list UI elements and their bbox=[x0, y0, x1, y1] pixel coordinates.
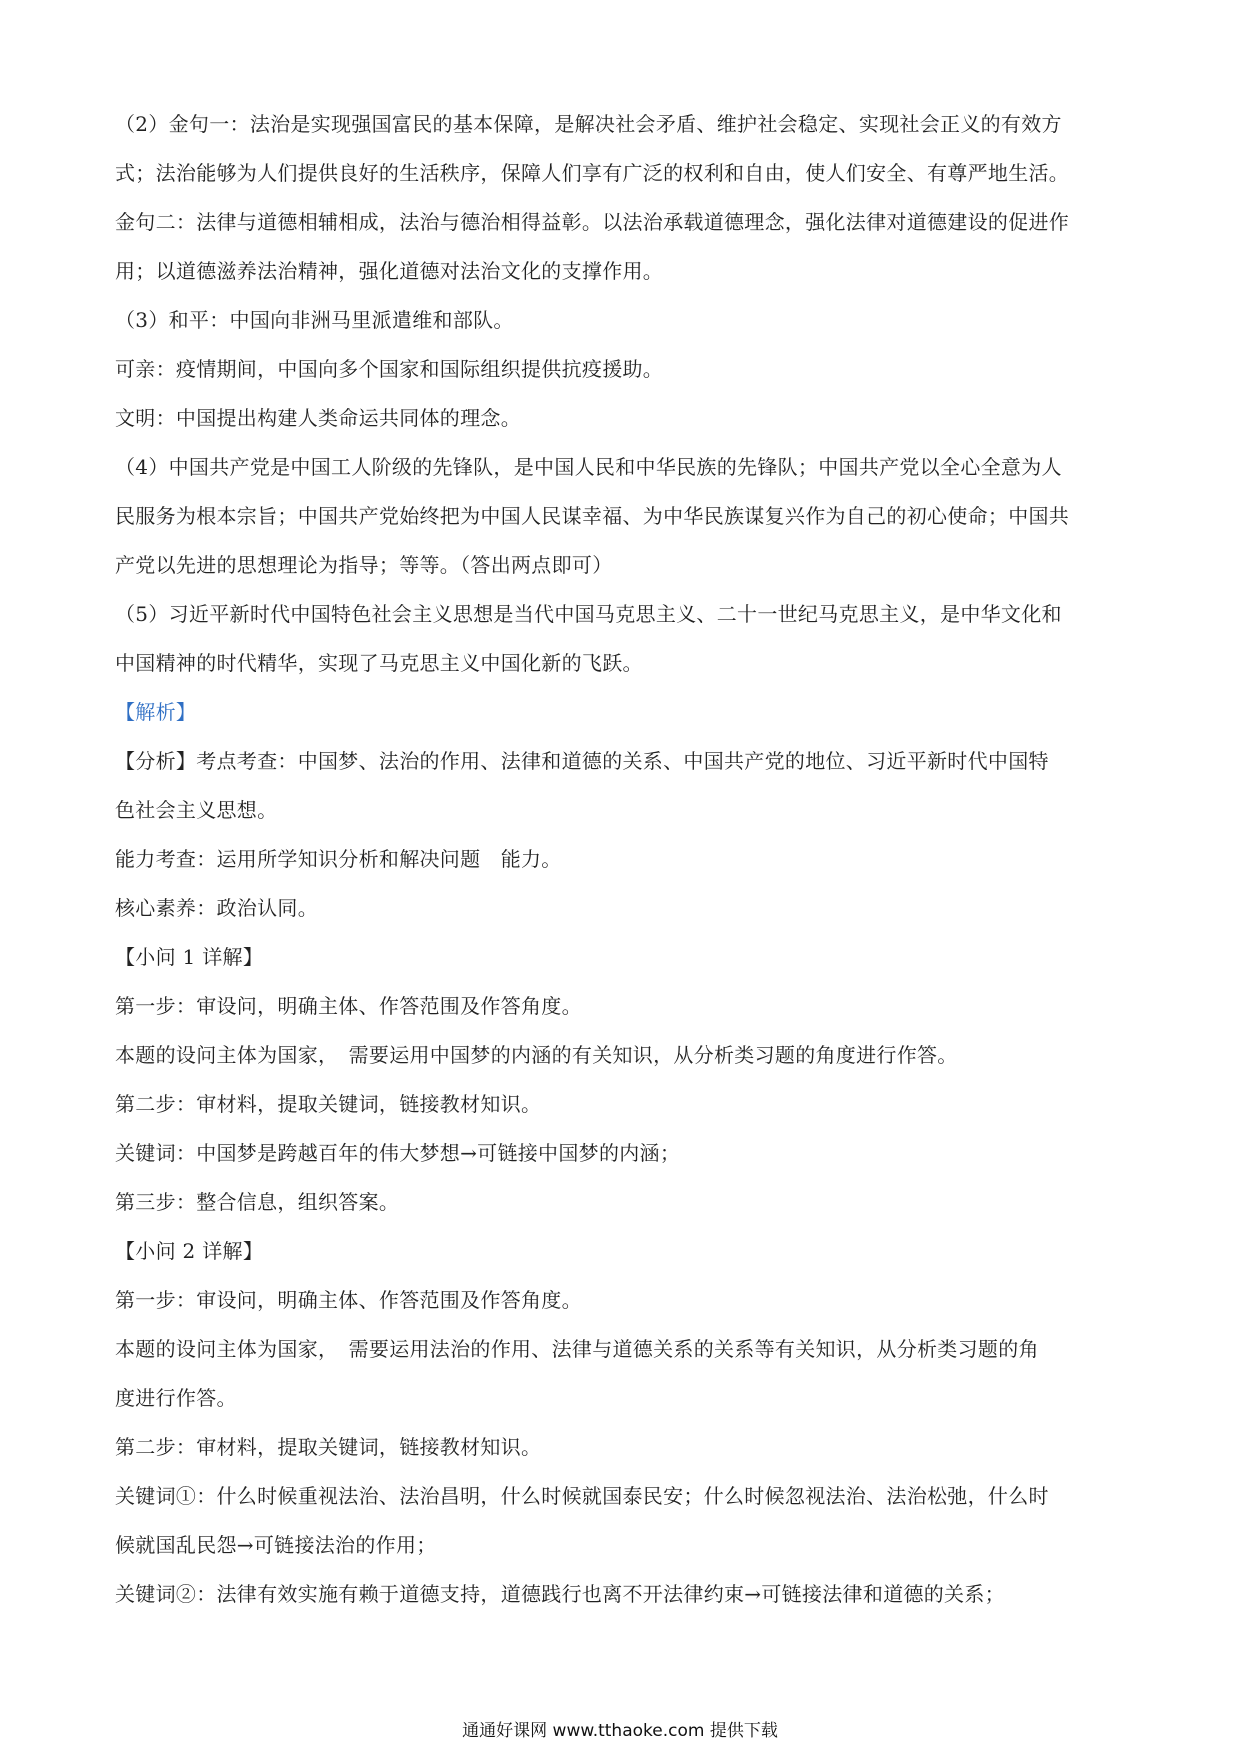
q2-step-1: 第一步：审设问，明确主体、作答范围及作答角度。 bbox=[115, 1288, 582, 1312]
answer-3-line-3: 文明：中国提出构建人类命运共同体的理念。 bbox=[115, 406, 521, 430]
q2-keyword-2: 关键词②：法律有效实施有赖于道德支持，道德践行也离不开法律约束→可链接法律和道德的关系； bbox=[115, 1582, 1005, 1606]
answer-2-line-3: 金句二：法律与道德相辅相成，法治与德治相得益彰。以法治承载道德理念，强化法律对道德建设的促进作 bbox=[115, 210, 1070, 234]
analysis-line-1: 【分析】考点考查：中国梦、法治的作用、法律和道德的关系、中国共产党的地位、习近平新时代中国特 bbox=[115, 749, 1049, 773]
answer-2-line-1: （2）金句一：法治是实现强国富民的基本保障，是解决社会矛盾、维护社会稳定、实现社会正义的有效方 bbox=[115, 112, 1062, 136]
ability-line: 能力考查：运用所学知识分析和解决问题 能力。 bbox=[115, 847, 562, 871]
q1-keyword: 关键词：中国梦是跨越百年的伟大梦想→可链接中国梦的内涵； bbox=[115, 1141, 681, 1165]
answer-4-line-1: （4）中国共产党是中国工人阶级的先锋队，是中国人民和中华民族的先锋队；中国共产党以全心全意为人 bbox=[115, 455, 1062, 479]
q1-step-1: 第一步：审设问，明确主体、作答范围及作答角度。 bbox=[115, 994, 582, 1018]
answer-2-line-4: 用；以道德滋养法治精神，强化道德对法治文化的支撑作用。 bbox=[115, 259, 664, 283]
analysis-line-2: 色社会主义思想。 bbox=[115, 798, 278, 822]
q2-keyword-1-line-1: 关键词①：什么时候重视法治、法治昌明，什么时候就国泰民安；什么时候忽视法治、法治松弛，什么时 bbox=[115, 1484, 1049, 1508]
answer-5-line-1: （5）习近平新时代中国特色社会主义思想是当代中国马克思主义、二十一世纪马克思主义，是中华文化和 bbox=[115, 602, 1062, 626]
q2-detail-heading: 【小问 2 详解】 bbox=[115, 1239, 264, 1263]
q1-step-2: 第二步：审材料，提取关键词，链接教材知识。 bbox=[115, 1092, 542, 1116]
answer-3-line-1: （3）和平：中国向非洲马里派遣维和部队。 bbox=[115, 308, 514, 332]
q2-step-1-detail-1: 本题的设问主体为国家， 需要运用法治的作用、法律与道德关系的关系等有关知识，从分析类习题的角 bbox=[115, 1337, 1039, 1361]
q2-step-2: 第二步：审材料，提取关键词，链接教材知识。 bbox=[115, 1435, 542, 1459]
literacy-line: 核心素养：政治认同。 bbox=[115, 896, 318, 920]
analysis-heading: 【解析】 bbox=[115, 700, 197, 724]
q1-step-1-detail: 本题的设问主体为国家， 需要运用中国梦的内涵的有关知识，从分析类习题的角度进行作答。 bbox=[115, 1043, 958, 1067]
answer-2-line-2: 式；法治能够为人们提供良好的生活秩序，保障人们享有广泛的权利和自由，使人们安全、有尊严地生活。 bbox=[115, 161, 1070, 185]
q1-detail-heading: 【小问 1 详解】 bbox=[115, 945, 264, 969]
answer-4-line-3: 产党以先进的思想理论为指导；等等。（答出两点即可） bbox=[115, 553, 613, 577]
q2-step-1-detail-2: 度进行作答。 bbox=[115, 1386, 237, 1410]
q2-keyword-1-line-2: 候就国乱民怨→可链接法治的作用； bbox=[115, 1533, 437, 1557]
q1-step-3: 第三步：整合信息，组织答案。 bbox=[115, 1190, 400, 1214]
answer-4-line-2: 民服务为根本宗旨；中国共产党始终把为中国人民谋幸福、为中华民族谋复兴作为自己的初心使命；中国共 bbox=[115, 504, 1070, 528]
document-body bbox=[115, 100, 1135, 1619]
answer-3-line-2: 可亲：疫情期间，中国向多个国家和国际组织提供抗疫援助。 bbox=[115, 357, 664, 381]
footer-watermark: 通通好课网 www.tthaoke.com 提供下载 bbox=[462, 1721, 778, 1741]
answer-5-line-2: 中国精神的时代精华，实现了马克思主义中国化新的飞跃。 bbox=[115, 651, 643, 675]
